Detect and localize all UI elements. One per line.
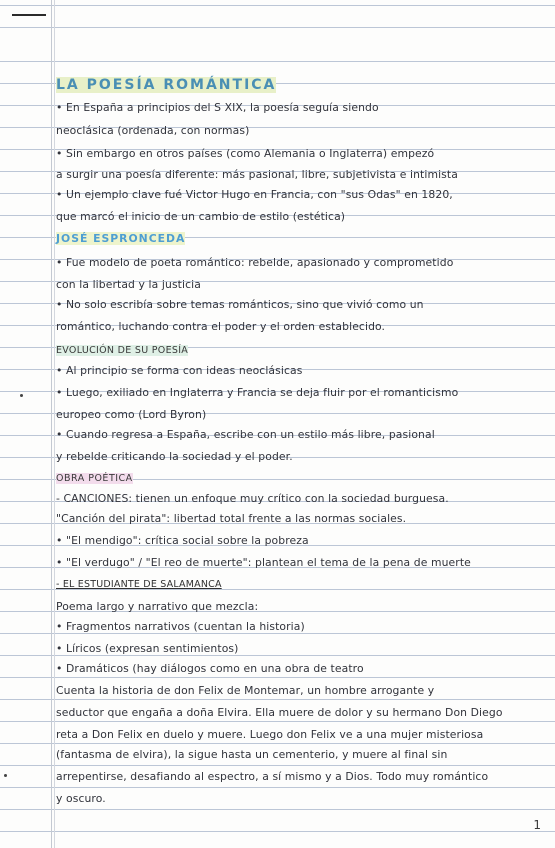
text-line: romántico, luchando contra el poder y el orden establecido.	[56, 320, 386, 333]
text-line: con la libertad y la justicia	[56, 278, 201, 291]
text-line: europeo como (Lord Byron)	[56, 408, 207, 421]
paper-speck	[4, 774, 7, 777]
text-line: • Fue modelo de poeta romántico: rebelde, apasionado y comprometido	[56, 256, 454, 269]
margin-line	[51, 0, 52, 848]
page-title: LA POESÍA ROMÁNTICA	[56, 77, 277, 93]
paper-speck	[20, 394, 23, 397]
text-line: (fantasma de elvira), la sigue hasta un cementerio, y muere al final sin	[56, 748, 448, 761]
text-line: a surgir una poesía diferente: más pasional, libre, subjetivista e intimista	[56, 168, 458, 181]
text-line: seductor que engaña a doña Elvira. Ella muere de dolor y su hermano Don Diego	[56, 706, 503, 719]
text-line: reta a Don Felix en duelo y muere. Luego don Felix ve a una mujer misteriosa	[56, 728, 484, 741]
heading-espronceda: JOSÉ ESPRONCEDA	[56, 232, 186, 245]
text-line: arrepentirse, desafiando al espectro, a sí mismo y a Dios. Todo muy romántico	[56, 770, 489, 783]
margin-line-inner	[54, 0, 55, 848]
text-line: • En España a principios del S XIX, la poesía seguía siendo	[56, 101, 379, 114]
text-line: - CANCIONES: tienen un enfoque muy crítico con la sociedad burguesa.	[56, 492, 449, 505]
text-line: • No solo escribía sobre temas románticos, sino que vivió como un	[56, 298, 424, 311]
heading-obra-poetica: OBRA POÉTICA	[56, 473, 133, 484]
text-line: • Dramáticos (hay diálogos como en una obra de teatro	[56, 662, 364, 675]
text-line: • Un ejemplo clave fué Victor Hugo en Francia, con "sus Odas" en 1820,	[56, 188, 453, 201]
text-line: • "El mendigo": crítica social sobre la pobreza	[56, 534, 309, 547]
text-line: Cuenta la historia de don Felix de Montemar, un hombre arrogante y	[56, 684, 435, 697]
text-line: "Canción del pirata": libertad total frente a las normas sociales.	[56, 512, 407, 525]
text-line: • "El verdugo" / "El reo de muerte": plantean el tema de la pena de muerte	[56, 556, 471, 569]
text-line: • Al principio se forma con ideas neoclásicas	[56, 364, 303, 377]
page-number: 1	[533, 818, 541, 832]
text-line: neoclásica (ordenada, con normas)	[56, 124, 250, 137]
text-line: Poema largo y narrativo que mezcla:	[56, 600, 259, 613]
text-line: • Sin embargo en otros países (como Alemania o Inglaterra) empezó	[56, 147, 435, 160]
heading-evolucion: EVOLUCIÓN DE SU POESÍA	[56, 345, 189, 356]
text-line: • Cuando regresa a España, escribe con un estilo más libre, pasional	[56, 428, 435, 441]
text-line: • Luego, exiliado en Inglaterra y Francia se deja fluir por el romanticismo	[56, 386, 459, 399]
text-line: • Líricos (expresan sentimientos)	[56, 642, 239, 655]
text-line: que marcó el inicio de un cambio de estilo (estética)	[56, 210, 346, 223]
heading-estudiante: - EL ESTUDIANTE DE SALAMANCA	[56, 579, 222, 590]
pen-mark	[12, 14, 46, 16]
text-line: y oscuro.	[56, 792, 106, 805]
text-line: • Fragmentos narrativos (cuentan la historia)	[56, 620, 305, 633]
text-line: y rebelde criticando la sociedad y el poder.	[56, 450, 293, 463]
